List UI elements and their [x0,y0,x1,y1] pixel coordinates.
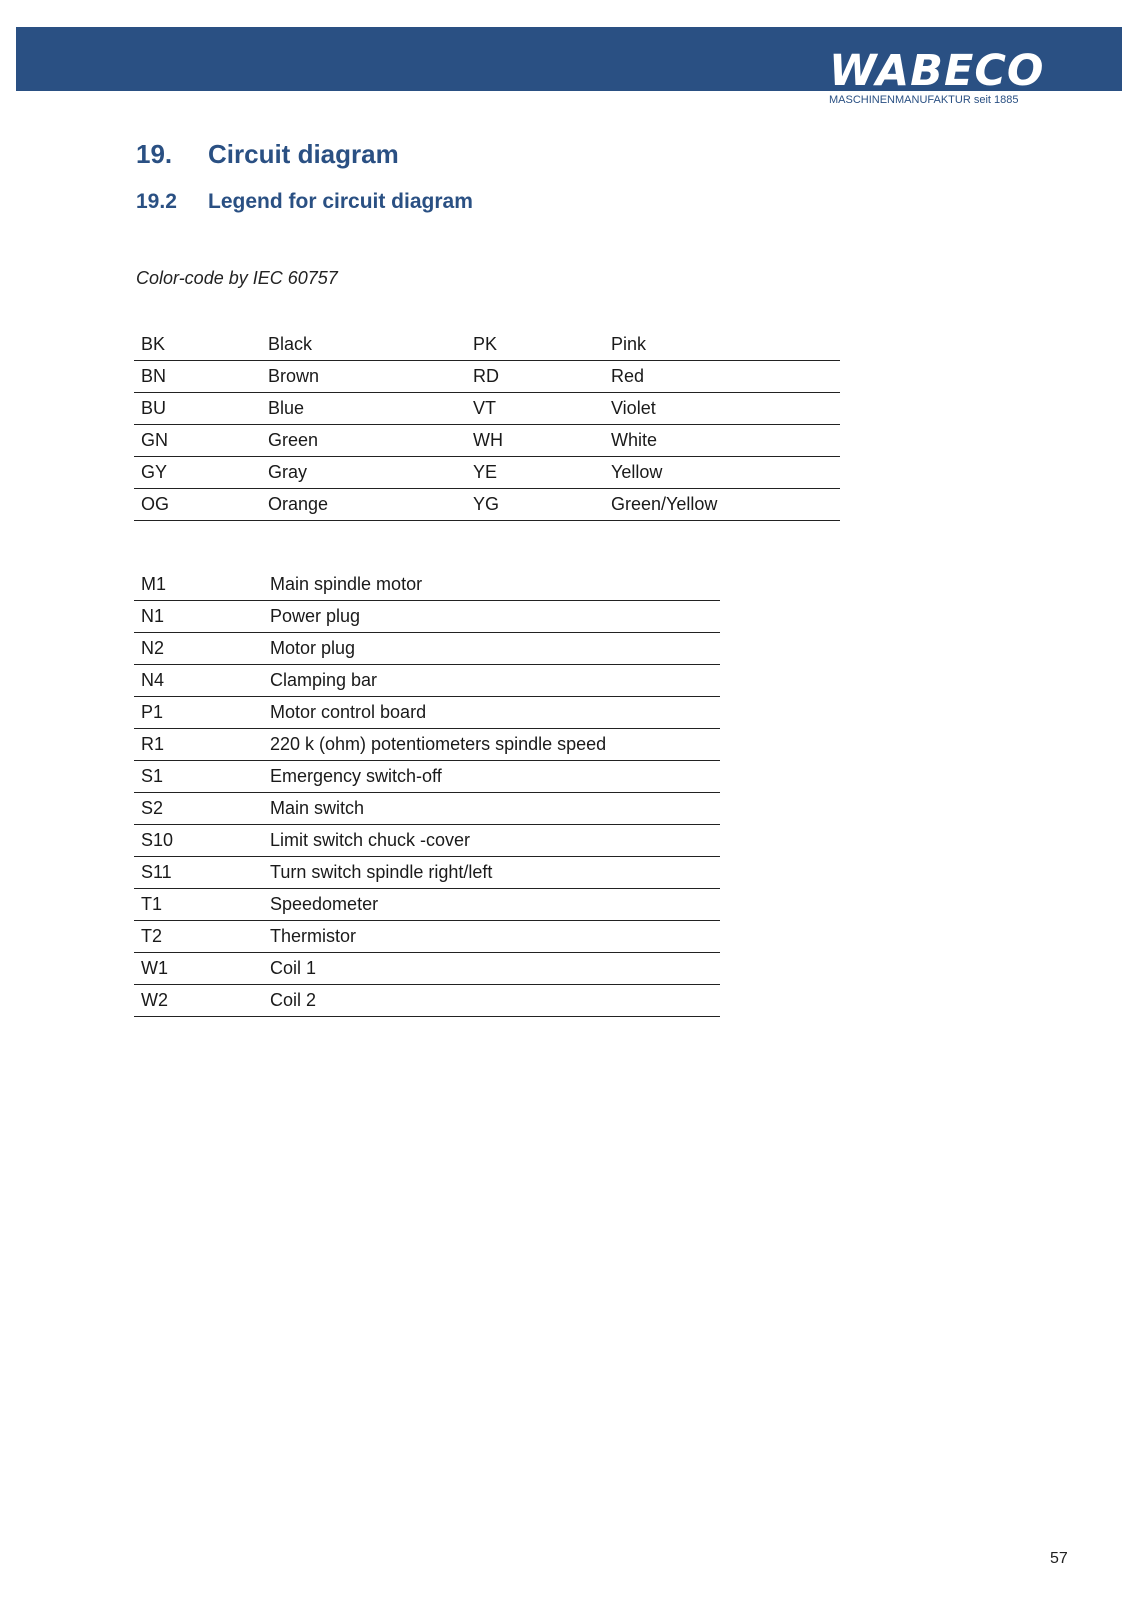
table-row [134,329,840,361]
component-code-cell: M1 [134,569,263,601]
table-row [134,761,720,793]
color-name-cell: Red [604,361,840,393]
table-row [134,393,840,425]
table-row [134,889,720,921]
section-number: 19. [136,139,173,169]
color-code-cell: BU [134,393,261,425]
color-code-table [134,329,840,521]
color-code-cell: BN [134,361,261,393]
color-code-cell: GN [134,425,261,457]
color-name-cell: Pink [604,329,840,361]
color-code-subtitle: Color-code by IEC 60757 [136,268,338,288]
component-code-cell: S11 [134,857,263,889]
component-desc-cell: Clamping bar [263,665,720,697]
component-desc-cell: Turn switch spindle right/left [263,857,720,889]
color-code-cell: GY [134,457,261,489]
table-row [134,729,720,761]
color-name-cell: Orange [261,489,466,521]
component-desc-cell: Speedometer [263,889,720,921]
component-code-cell: R1 [134,729,263,761]
table-row [134,569,720,601]
component-code-cell: N4 [134,665,263,697]
color-name-cell: Black [261,329,466,361]
table-row [134,857,720,889]
color-name-cell: Gray [261,457,466,489]
subsection-number: 19.2 [136,190,177,213]
component-desc-cell: Main spindle motor [263,569,720,601]
table-row [134,601,720,633]
color-name-cell: White [604,425,840,457]
component-desc-cell: 220 k (ohm) potentiometers spindle speed [263,729,720,761]
table-row [134,425,840,457]
component-legend-table [134,569,720,1017]
component-code-cell: T2 [134,921,263,953]
logo-tagline: MASCHINENMANUFAKTUR seit 1885 [829,94,1019,106]
component-code-cell: N2 [134,633,263,665]
color-code-cell: BK [134,329,261,361]
section-heading [136,139,399,170]
table-row [134,489,840,521]
component-desc-cell: Motor control board [263,697,720,729]
color-name-cell: Violet [604,393,840,425]
color-code-cell: PK [466,329,604,361]
color-code-cell: OG [134,489,261,521]
color-name-cell: Brown [261,361,466,393]
color-name-cell: Yellow [604,457,840,489]
component-desc-cell: Coil 2 [263,985,720,1017]
table-row [134,921,720,953]
color-name-cell: Blue [261,393,466,425]
component-desc-cell: Coil 1 [263,953,720,985]
component-code-cell: W1 [134,953,263,985]
table-row [134,361,840,393]
component-code-cell: T1 [134,889,263,921]
color-code-cell: YE [466,457,604,489]
component-code-cell: S2 [134,793,263,825]
table-row [134,665,720,697]
color-code-cell: RD [466,361,604,393]
table-row [134,697,720,729]
table-row [134,633,720,665]
component-code-cell: S10 [134,825,263,857]
color-name-cell: Green/Yellow [604,489,840,521]
section-title: Circuit diagram [208,139,399,169]
component-code-cell: W2 [134,985,263,1017]
component-desc-cell: Motor plug [263,633,720,665]
component-desc-cell: Limit switch chuck -cover [263,825,720,857]
component-desc-cell: Power plug [263,601,720,633]
component-desc-cell: Emergency switch-off [263,761,720,793]
color-code-cell: WH [466,425,604,457]
component-desc-cell: Thermistor [263,921,720,953]
component-code-cell: P1 [134,697,263,729]
component-code-cell: N1 [134,601,263,633]
table-row [134,457,840,489]
wabeco-logo: WABECO [829,46,1045,96]
component-desc-cell: Main switch [263,793,720,825]
table-row [134,985,720,1017]
subsection-title: Legend for circuit diagram [208,190,473,213]
color-code-cell: VT [466,393,604,425]
subsection-heading [136,190,473,214]
color-code-cell: YG [466,489,604,521]
table-row [134,825,720,857]
color-name-cell: Green [261,425,466,457]
table-row [134,953,720,985]
page-number: 57 [1050,1550,1068,1567]
component-code-cell: S1 [134,761,263,793]
table-row [134,793,720,825]
